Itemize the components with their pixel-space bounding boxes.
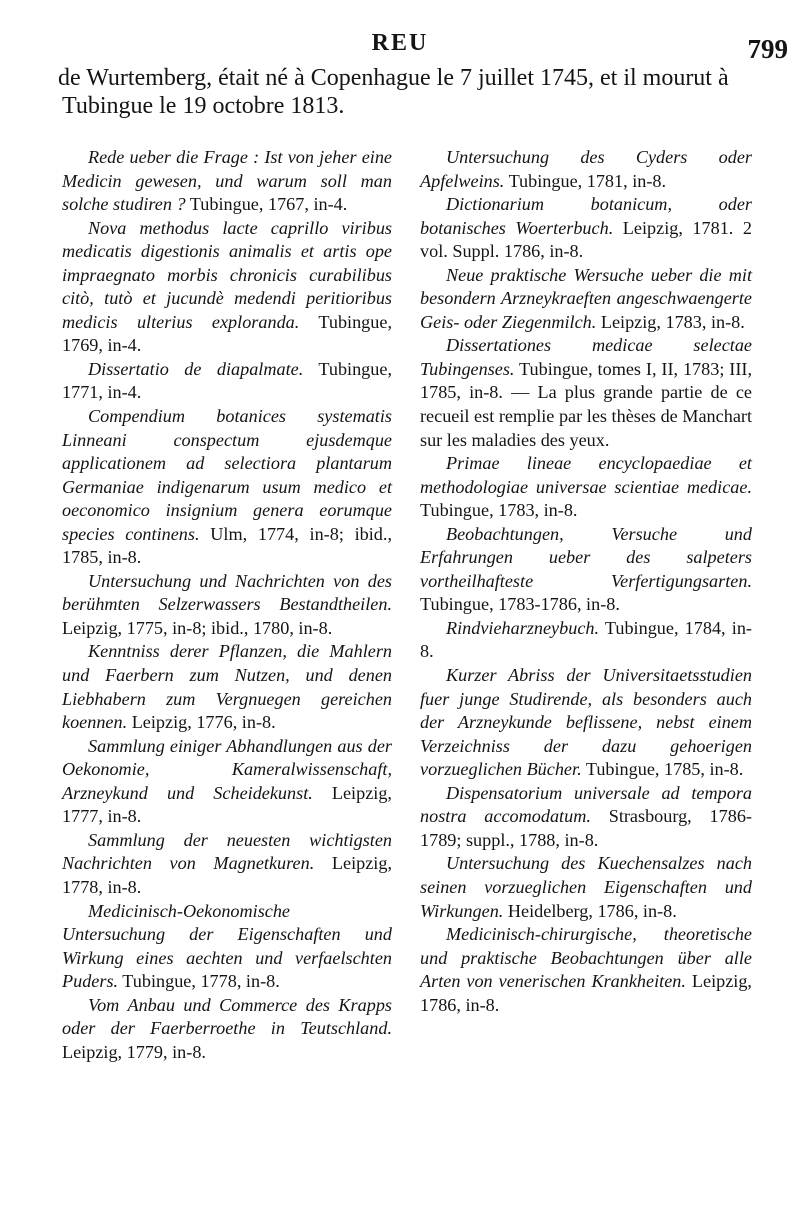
- bibliography-entry: [62, 146, 392, 217]
- entry-publication-details: Strasbourg, 1786-1789; suppl., 1788, in-8.: [420, 806, 752, 850]
- right-column: [420, 146, 752, 1017]
- entry-title: Kenntniss derer Pflanzen, die Mahlern und Faerbern zum Nutzen, und denen Liebhabern zum Vergnuegen gereichen koennen.: [62, 641, 392, 733]
- intro-paragraph: [58, 64, 752, 120]
- running-title: REU: [371, 30, 429, 56]
- bibliography-entry: [62, 900, 392, 994]
- bibliography-entry: [420, 523, 752, 617]
- bibliography-entry: [62, 405, 392, 570]
- entry-publication-details: Tubingue, tomes I, II, 1783; III, 1785, in-8. — La plus grande partie de ce recueil est remplie par les thèses de Manchart sur les maladies des yeux.: [420, 358, 752, 450]
- intro-text: de Wurtemberg, était né à Copenhague le 7 juillet 1745, et il mourut à Tubingue le 19 octobre 1813.: [58, 65, 729, 119]
- entry-publication-details: Leipzig, 1776, in-8.: [127, 712, 276, 733]
- bibliography-entry: [420, 852, 752, 923]
- entry-publication-details: Leipzig, 1777, in-8.: [62, 782, 392, 827]
- entry-publication-details: Leipzig, 1778, in-8.: [62, 853, 392, 897]
- page-number: 799: [747, 34, 788, 64]
- entry-title: Medicinisch-chirurgische, theoretische und praktische Beobachtungen über alle Arten von venerischen Krankheiten.: [420, 924, 752, 992]
- entry-title: Kurzer Abriss der Universitaetsstudien fuer junge Studirende, als besonders auch der Arzneykunde beflissene, nebst einem Verzeichniss der dazu gehoerigen vorzueglichen Bücher.: [420, 665, 752, 780]
- entry-publication-details: Leipzig, 1781. 2 vol. Suppl. 1786, in-8.: [420, 217, 752, 262]
- entry-publication-details: Tubingue, 1785, in-8.: [581, 759, 744, 780]
- entry-publication-details: Tubingue, 1769, in-4.: [62, 311, 392, 356]
- bibliography-entry: [62, 829, 392, 900]
- bibliography-entry: [62, 994, 392, 1065]
- entry-publication-details: Tubingue, 1778, in-8.: [118, 971, 280, 992]
- entry-title: Dispensatorium universale ad tempora nostra accomodatum.: [420, 782, 752, 827]
- left-column: [62, 146, 392, 1064]
- entry-title: Nova methodus lacte caprillo viribus medicatis digestionis animalis et artis ope impraegnato morbis chronicis curabilibus citò, tutò et jucundè medendi peritioribus medicis ulterius exploranda.: [62, 217, 392, 332]
- entry-title: Rindvieharzneybuch.: [446, 617, 600, 638]
- entry-publication-details: Tubingue, 1771, in-4.: [62, 358, 392, 403]
- entry-title: Vom Anbau und Commerce des Krapps oder der Faerberroethe in Teutschland.: [62, 994, 392, 1039]
- bibliography-entry: [420, 923, 752, 1017]
- entry-title: Dictionarium botanicum, oder botanisches Woerterbuch.: [420, 194, 752, 238]
- entry-title: Primae lineae encyclopaediae et methodologiae universae scientiae medicae.: [420, 453, 752, 497]
- bibliography-entry: [420, 193, 752, 264]
- entry-title: Sammlung der neuesten wichtigsten Nachrichten von Magnetkuren.: [62, 829, 392, 874]
- entry-publication-details: Heidelberg, 1786, in-8.: [503, 900, 677, 921]
- entry-publication-details: Leipzig, 1783, in-8.: [596, 311, 745, 332]
- entry-title: Dissertationes medicae selectae Tubingenses.: [420, 335, 752, 379]
- bibliography-entry: [420, 664, 752, 782]
- entry-title: Beobachtungen, Versuche und Erfahrungen ueber des salpeters vortheilhafteste Verfertigungsarten.: [420, 523, 752, 591]
- bibliography-entry: [420, 334, 752, 452]
- bibliography-entry: [62, 570, 392, 641]
- entry-publication-details: Leipzig, 1786, in-8.: [420, 971, 752, 1015]
- bibliography-entry: [62, 217, 392, 358]
- bibliography-entry: [62, 735, 392, 829]
- bibliography-entry: [420, 264, 752, 335]
- entry-publication-details: Tubingue, 1783, in-8.: [420, 500, 578, 521]
- bibliography-entry: [420, 617, 752, 664]
- entry-title: Untersuchung und Nachrichten von des berühmten Selzerwassers Bestandtheilen.: [62, 570, 392, 615]
- entry-title: Dissertatio de diapalmate.: [88, 358, 304, 379]
- entry-title: Rede ueber die Frage : Ist von jeher eine Medicin gewesen, und warum soll man solche studiren ?: [62, 147, 392, 215]
- entry-title: Untersuchung des Kuechensalzes nach seinen vorzueglichen Eigenschaften und Wirkungen.: [420, 853, 752, 921]
- entry-publication-details: Tubingue, 1781, in-8.: [504, 170, 667, 191]
- bibliography-entry: [62, 358, 392, 405]
- entry-publication-details: Leipzig, 1779, in-8.: [62, 1041, 206, 1062]
- entry-title: Untersuchung des Cyders oder Apfelweins.: [420, 147, 752, 191]
- entry-title: Neue praktische Wersuche ueber die mit besondern Arzneykraeften angeschwaengerte Geis- oder Ziegenmilch.: [420, 264, 752, 332]
- entry-publication-details: Leipzig, 1775, in-8; ibid., 1780, in-8.: [62, 617, 333, 638]
- entry-publication-details: Ulm, 1774, in-8; ibid., 1785, in-8.: [62, 523, 392, 568]
- bibliography-entry: [420, 782, 752, 853]
- bibliography-entry: [420, 452, 752, 523]
- entry-publication-details: Tubingue, 1784, in-8.: [420, 617, 752, 662]
- entry-title: Medicinisch-Oekonomische Untersuchung der Eigenschaften und Wirkung eines aechten und verfaelschten Puders.: [62, 900, 392, 992]
- entry-publication-details: Tubingue, 1767, in-4.: [185, 194, 348, 215]
- bibliography-entry: [420, 146, 752, 193]
- entry-title: Sammlung einiger Abhandlungen aus der Oekonomie, Kameralwissenschaft, Arzneykund und Scheidekunst.: [62, 735, 392, 803]
- entry-title: Compendium botanices systematis Linneani conspectum ejusdemque applicationem ad selectiora plantarum Germaniae indigenarum usum medico et oeconomico insignium genera eorumque species continens.: [62, 406, 392, 544]
- entry-publication-details: Tubingue, 1783-1786, in-8.: [420, 594, 620, 615]
- bibliography-entry: [62, 640, 392, 734]
